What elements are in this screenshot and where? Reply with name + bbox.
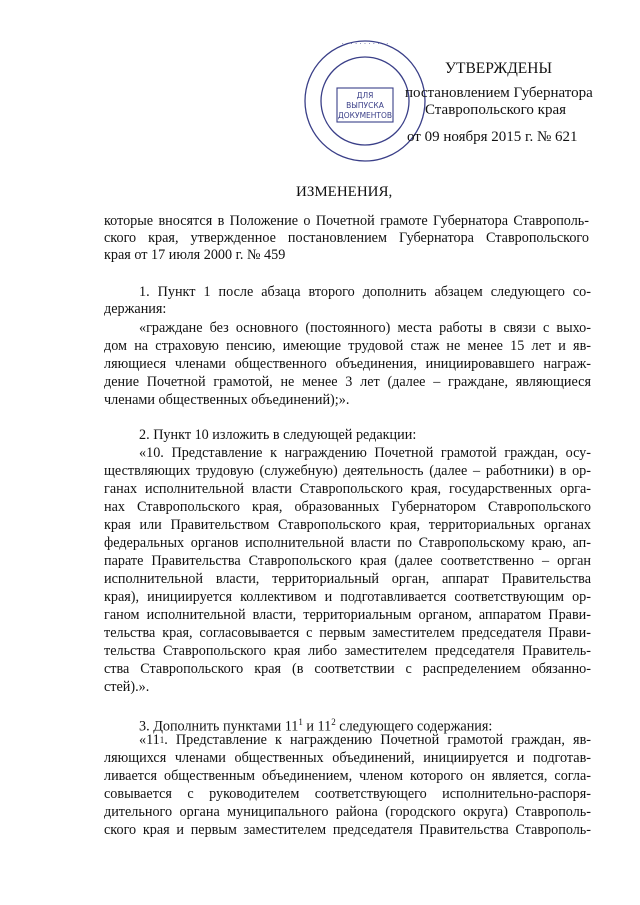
body-line-with-superscripts [139, 732, 591, 749]
body-line: дительного органа муниципального района (городского округа) Ставрополь- [104, 804, 591, 820]
body-line: ского края и первым заместителем председателя Правительства Ставрополь- [104, 822, 591, 838]
subheading-line: края от 17 июля 2000 г. № 459 [104, 247, 286, 263]
text-run: и 11 [306, 718, 332, 735]
body-line: «граждане без основного (постоянного) места работы в связи с выхо- [139, 320, 591, 336]
seal-ring-text [342, 40, 389, 48]
superscript: 2 [331, 717, 336, 727]
document-heading: ИЗМЕНЕНИЯ, [296, 184, 393, 200]
body-line: федеральных органов исполнительной власти по Ставропольскому краю, ап- [104, 535, 591, 551]
body-line: ливается общественным объединением, членом которого он является, согла- [104, 768, 591, 784]
approval-line-3: от 09 ноября 2015 г. № 621 [407, 129, 578, 145]
body-line: «10. Представление к награждению Почетной грамотой граждан, осу- [139, 445, 591, 461]
body-line: членами общественных объединений);». [104, 392, 350, 408]
body-line: края), инициируется коллективом и подготавливается соответствующим ор- [104, 589, 591, 605]
body-line: ганом исполнительной власти, территориальным органом, аппаратом Прави- [104, 607, 591, 623]
body-line: ства Ставропольского края (в соответствии с распределением обязанно- [104, 661, 591, 677]
text-run: 3. Дополнить пунктами 11 [139, 718, 299, 735]
seal-label-1: ДЛЯ [356, 91, 374, 100]
body-line: ганах исполнительной власти Ставропольского края, государственных орга- [104, 481, 591, 497]
body-line: ляющихся членами общественных объединений, инициируется и подготав- [104, 750, 591, 766]
body-line: дом на страховую пенсию, имеющие трудовой стаж не менее 15 лет и яв- [104, 338, 591, 354]
body-line: 1. Пункт 1 после абзаца второго дополнить абзацем следующего со- [139, 284, 591, 300]
seal-label-3: ДОКУМЕНТОВ [337, 111, 393, 120]
superscript: 1 [298, 717, 303, 727]
text-run: следующего содержания: [339, 718, 493, 735]
body-line: тельства Ставропольского края либо заместителем председателя Правитель- [104, 643, 591, 659]
text-run: «11 [139, 732, 160, 748]
body-line: парате Правительства Ставропольского края (далее соответственно – орган [104, 553, 591, 569]
approval-title: УТВЕРЖДЕНЫ [445, 60, 552, 77]
body-line: края или Правительством Ставропольского края, территориальных органах [104, 517, 591, 533]
body-line: 2. Пункт 10 изложить в следующей редакции: [139, 427, 417, 443]
approval-line-2: Ставропольского края [425, 102, 566, 118]
approval-line-1: постановлением Губернатора [405, 85, 593, 101]
subheading-line: которые вносятся в Положение о Почетной грамоте Губернатора Ставрополь- [104, 213, 589, 229]
superscript: 1 [159, 735, 165, 745]
body-line: нах Ставропольского края, образованных Губернатором Ставропольского [104, 499, 591, 515]
body-line: ществляющих трудовую (служебную) деятельность (далее – работники) в ор- [104, 463, 591, 479]
body-line: дение Почетной грамотой, не менее 3 лет (далее – граждане, являющиеся [104, 374, 591, 390]
seal-label-2: ВЫПУСКА [346, 101, 384, 110]
subheading-line: ского края, утвержденное постановлением Губернатора Ставропольского [104, 230, 589, 246]
body-line: тельства края, согласовывается с первым заместителем председателя Прави- [104, 625, 591, 641]
body-line: стей).». [104, 679, 150, 695]
body-line: совывается с руководителем соответствующего исполнительно-распоря- [104, 786, 591, 802]
text-run: . Представление к награждению Почетной грамотой граждан, яв- [164, 732, 591, 748]
body-line: держания: [104, 301, 167, 317]
svg-text:· · · · · · · · · · ·: · · · · · · · · · · · [341, 40, 389, 48]
body-line: исполнительной власти, территориальный орган, аппарат Правительства [104, 571, 591, 587]
body-line: ляющиеся членами общественного объединения, инициировавшего награж- [104, 356, 591, 372]
